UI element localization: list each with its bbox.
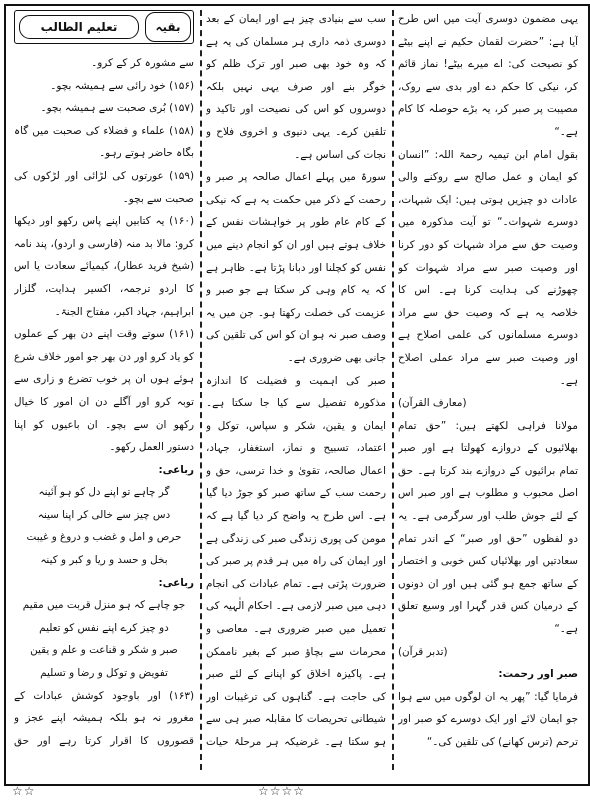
column-divider-left: [200, 10, 202, 770]
list-item: (۱۵۷) بُری صحبت سے ہمیشہ بچو۔: [40, 102, 194, 115]
section-heading: صبر اور رحمت:: [498, 668, 578, 681]
article-title: تعلیم الطالب: [19, 15, 139, 39]
list-item: (۱۶۳) اور باوجود کوشش عبادات کے مغرور نہ ہو بلکہ ہمیشہ اپنے عجز و قصوروں کا اقرار کرتا رہے اور حق: [14, 689, 194, 747]
poem-line: تفویض و توکل و رضا و تسلیم: [40, 667, 168, 680]
continued-badge: بقیہ: [145, 12, 191, 42]
reference: [398, 754, 578, 758]
continuation-header: [14, 10, 194, 44]
reference: (تدبر قرآن): [398, 645, 448, 658]
list-item: (۱۶۱) سوتے وقت اپنے دن بھر کے عملوں کو یاد کرو اور دن بھر جو امور خلاف شرع ہوئے ہوں ان پر خوب تضرع و زاری سے توبہ کرو اور آگلے دن ان امور کا خیال رکھو ان سے بچو۔ ان باعیوں کو اپنا دستور العمل رکھو۔: [14, 328, 194, 454]
poem-line: بخل و حسد و ریا و کبر و کینہ: [40, 554, 168, 567]
column-middle: [206, 8, 386, 758]
paragraph: سے مشورہ کر کے کرو۔: [91, 57, 194, 69]
poem-line: دو چیز کرے اپنے نفس کو تعلیم: [39, 621, 169, 634]
list-item: (۱۵۶) خود رائی سے ہمیشہ بچو۔: [50, 79, 194, 92]
poem-title: رباعی:: [158, 463, 194, 476]
poem-line: حرص و امل و غضب و دروغ و غیبت: [26, 531, 182, 544]
paragraph: یہی مضمون دوسری آیت میں اس طرح آیا ہے: ”حضرت لقمان حکیم نے اپنے بیٹے کو نصیحت کی: اے میرے بیٹے! نماز قائم کر، نیکی کا حکم دے اور بدی سے روک، مصیبت پر صبر کر، یہ بڑے حوصلہ کا کام ہے۔“: [398, 13, 578, 138]
list-item: (۱۶۰) یہ کتابیں اپنے پاس رکھو اور دیکھا کرو: مالا بد منہ (فارسی و اردو)، پند نامہ (شیخ فرید عطار)، کیمیائے سعادت یا اس کا اردو ترجمہ، اکسیر ہدایت، گلزار ابراہیم، جہاد اکبر، مفتاح الجنۃ۔: [14, 215, 194, 318]
column-right: [398, 8, 578, 758]
poem-title: رباعی:: [158, 576, 194, 589]
poem-line: جو چاہے کہ ہو منزل قربت میں مقیم: [22, 599, 186, 612]
paragraph: صبر کی اہمیت و فضیلت کا اندازہ مذکورہ تفصیل سے کیا جا سکتا ہے۔ ایمان و یقین، شکر و سپاس، توکل و اعتماد، تسبیح و نماز، استغفار، جہاد، اعمال صالحہ، تقویٰ و خدا ترسی، حق و رحمت سب کے ساتھ صبر کو جوڑ دیا گیا ہے۔ اس طرح یہ واضح کر دیا گیا ہے کہ مومن کی پوری زندگی صبر کی زندگی ہے اور ایمان کی راہ میں ہر قدم پر صبر کی ضرورت پڑتی ہے۔ تمام عبادات کی انجام دہی میں صبر لازمی ہے۔ احکام الٰہیہ کی تعمیل میں صبر ضروری ہے۔ معاصی و محرمات سے بچاؤ صبر کے بغیر ناممکن ہے۔ پاکیزہ اخلاق کو اپنانے کے لئے صبر کی حاجت ہے۔ گناہوں کی ترغیبات اور شیطانی تحریصات کا مقابلہ صبر ہی سے ہو سکتا ہے۔ غرضیکہ ہر مرحلۂ حیات: [206, 374, 386, 748]
paragraph: سب سے بنیادی چیز ہے اور ایمان کے بعد دوسری ذمہ داری ہر مسلمان کی یہ ہے کہ وہ خود بھی صبر اور ترک ظلم کو خوگر بنے اور صرف یہی نہیں بلکہ دوسروں کو اس کی نصیحت اور تاکید و تلقین کرے۔ یہی دنیوی و اخروی فلاح و نجات کی اساس ہے۔: [206, 13, 386, 161]
paragraph: مولانا فراہی لکھتے ہیں: ”حق تمام بھلائیوں کے دروازے کھولتا ہے اور صبر تمام برائیوں کے دروازے بند کرتا ہے۔ حق اصل محبوب و مطلوب ہے اور صبر اس کے لئے جوش طلب اور سرگرمی ہے۔ یہ دو لفظوں ”حق اور صبر“ کے اندر تمام سعادتیں اور بھلائیاں کس خوبی و اختصار کے ساتھ جمع ہو گئی ہیں اور ان دونوں کے درمیان کس قدر گہرا اور وسیع تعلق ہے۔“: [398, 419, 578, 636]
list-item: (۱۵۸) علماء و فضلاء کی صحبت میں گاہ بگاہ حاضر ہوتے رہو۔: [14, 124, 194, 160]
paragraph: سورۃ میں پہلے اعمال صالحہ پر صبر و رحمت کے ذکر میں حکمت یہ ہے کہ نیکی کے کام عام طور پر خواہشات نفس کے خلاف ہوتے ہیں اور ان کو انجام دینے میں نفس کو کچلنا اور دبانا پڑتا ہے۔ ظاہر ہے کہ یہ کام وہی کر سکتا ہے جو صبر و عزیمت کی خصلت رکھتا ہو۔ جن میں یہ وصف صبر نہ ہو ان کو اس کی تلقین کی جانی بھی ضروری ہے۔: [206, 171, 386, 364]
list-item: (۱۵۹) عورتوں کی لڑائی اور لڑکوں کی صحبت سے بچو۔: [14, 169, 194, 205]
paragraph: بقول امام ابن تیمیہ رحمۃ اللہ: ”انسان کو ایمان و عمل صالح سے روکنے والی عادات دو چیزیں ہوتی ہیں: ایک شبہات، دوسرے شہوات۔“ تو آیت مذکورہ میں وصیت حق سے مراد شبہات کو دور کرنا اور وصیت صبر سے مراد شہوات کو چھوڑنے کی ہدایت کرنا ہے۔ اس کا خلاصہ یہ ہے کہ وصیت حق سے مراد دوسرے مسلمانوں کی علمی اصلاح ہے اور وصیت صبر سے مراد عملی اصلاح ہے۔: [398, 148, 578, 387]
reference: (معارف القرآن): [398, 397, 467, 410]
poem-line: دس چیز سے خالی کر اپنا سینہ: [37, 508, 171, 521]
column-divider-right: [392, 10, 394, 770]
paragraph: فرمایا گیا: ”پھر یہ ان لوگوں میں سے ہوا جو ایمان لائے اور ایک دوسرے کو صبر اور ترحم (ترس کھانے) کی تلقین کی۔“: [398, 690, 578, 748]
poem-line: گر چاہے تو اپنے دل کو ہو آئینہ: [38, 486, 170, 499]
poem-line: صبر و شکر و قناعت و علم و یقین: [30, 644, 178, 657]
column-left: [14, 8, 194, 758]
ornament-stars: ☆☆☆☆: [258, 784, 306, 798]
ornament-stars: ☆☆: [12, 784, 36, 798]
